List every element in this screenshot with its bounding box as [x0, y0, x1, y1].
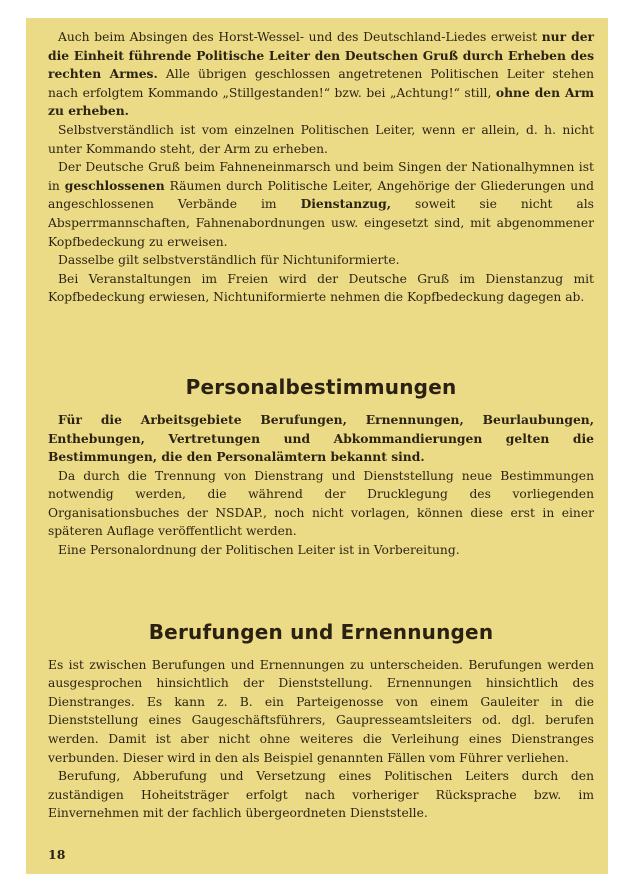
paragraph: Dasselbe gilt selbstverständlich für Nichtuniformierte.	[58, 253, 400, 268]
paragraph: Berufung, Abberufung und Versetzung eines Politischen Leiters durch den zuständigen Hoheitsträger erfolgt nach vorheriger Rücksprache bzw. im Einvernehmen mit der fachlich übergeordneten Dienststelle.	[48, 769, 594, 821]
greeting-rules-section	[48, 28, 594, 307]
bold-phrase: nur der die Einheit führende Politische Leiter den Deutschen Gruß durch Erheben des rechten Armes.	[48, 29, 594, 82]
paragraph	[48, 411, 594, 467]
section-heading: Berufungen und Ernennungen	[148, 619, 494, 644]
paragraph: Da durch die Trennung von Dienstrang und Dienststellung neue Bestimmungen notwendig werden, die während der Drucklegung des vorliegenden Organisationsbuches der NSDAP., noch nicht vorlagen, können diese erst in einer späteren Auflage veröffentlicht werden.	[48, 468, 594, 539]
page-number: 18	[48, 847, 66, 862]
bold-phrase: Dienstanzug,	[300, 196, 391, 212]
personnel-section	[48, 411, 594, 560]
book-page	[26, 18, 608, 874]
bold-phrase: geschlossenen	[64, 177, 165, 193]
section-heading: Personalbestimmungen	[185, 374, 457, 399]
paragraph: Der Deutsche Gruß beim Fahneneinmarsch und beim Singen der Nationalhymnen ist in geschlossenen Räumen durch Politische Leiter, Angehörige der Gliederungen und angeschlossenen Verbände im Dienstanzug, soweit sie nicht als Absperrmannschaften, Fahnenabordnungen usw. eingesetzt sind, mit abgenommener Kopfbedeckung zu erweisen.	[48, 160, 594, 249]
paragraph: Auch beim Absingen des Horst-Wessel- und des Deutschland-Liedes erweist nur der die Einheit führende Politische Leiter den Deutschen Gruß durch Erheben des rechten Armes. Alle übrigen geschlossen angetretenen Politischen Leiter stehen nach erfolgtem Kommando „Stillgestanden!“ bzw. bei „Achtung!“ still, ohne den Arm zu erheben.	[48, 29, 594, 119]
appointments-section	[48, 656, 594, 823]
paragraph: Es ist zwischen Berufungen und Ernennungen zu unterscheiden. Berufungen werden ausgesprochen hinsichtlich der Dienststellung. Ernennungen hinsichtlich des Dienstranges. Es kann z. B. ein Parteigenosse von einem Gauleiter in die Dienststellung eines Gaugeschäftsführers, Gaupresseamtsleiters od. dgl. berufen werden. Damit ist aber nicht ohne weiteres die Verleihung eines Dienstranges verbunden. Dieser wird in den als Beispiel genannten Fällen vom Führer verliehen.	[48, 657, 594, 765]
paragraph: Bei Veranstaltungen im Freien wird der Deutsche Gruß im Dienstanzug mit Kopfbedeckung erwiesen, Nichtuniformierte nehmen die Kopfbedeckung dagegen ab.	[48, 271, 594, 305]
paragraph: Selbstverständlich ist vom einzelnen Politischen Leiter, wenn er allein, d. h. nicht unter Kommando steht, der Arm zu erheben.	[48, 122, 594, 156]
bold-phrase: Für die Arbeitsgebiete Berufungen, Ernennungen, Beurlaubungen, Enthebungen, Vertretungen und Abkommandierungen gelten die Bestimmungen, die den Personalämtern bekannt sind.	[48, 411, 594, 465]
paragraph: Eine Personalordnung der Politischen Leiter ist in Vorbereitung.	[58, 543, 460, 558]
bold-phrase: ohne den Arm zu erheben.	[48, 84, 594, 119]
